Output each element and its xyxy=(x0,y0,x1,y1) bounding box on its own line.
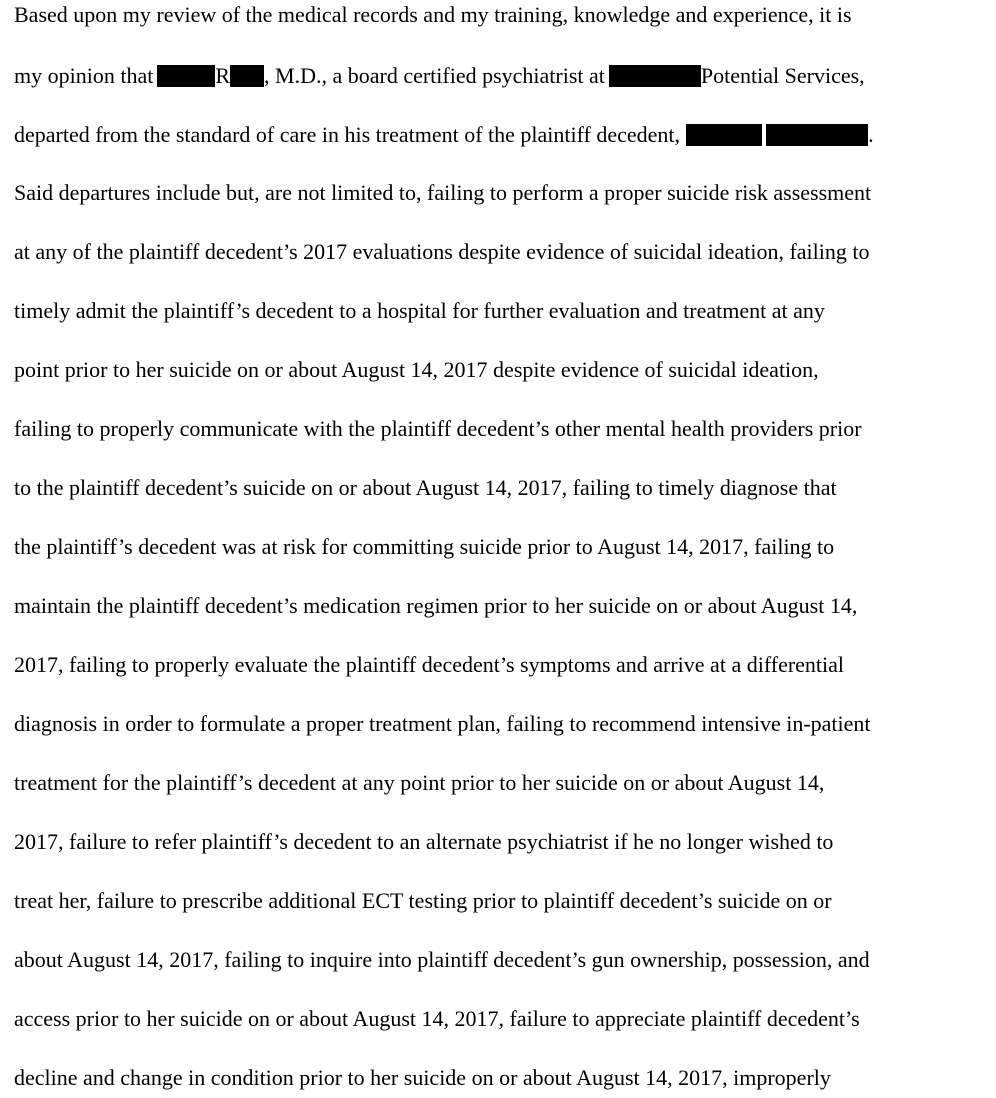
text-line-2 xyxy=(14,63,865,89)
redaction-block xyxy=(609,65,701,87)
text-line-9: to the plaintiff decedent’s suicide on or about August 14, 2017, failing to timely diagnose that xyxy=(14,475,837,500)
redaction-block xyxy=(686,124,762,146)
text-line-10: the plaintiff’s decedent was at risk for committing suicide prior to August 14, 2017, failing to xyxy=(14,534,835,559)
text-line-13: diagnosis in order to formulate a proper treatment plan, failing to recommend intensive in-patient xyxy=(14,711,871,736)
text-line-7: point prior to her suicide on or about August 14, 2017 despite evidence of suicidal ideation, xyxy=(14,357,819,382)
text-line-17: about August 14, 2017, failing to inquire into plaintiff decedent’s gun ownership, possession, and xyxy=(14,947,870,972)
text-line-16: treat her, failure to prescribe additional ECT testing prior to plaintiff decedent’s suicide on or xyxy=(14,888,832,913)
text-line-3 xyxy=(14,122,874,148)
text-line-19: decline and change in condition prior to her suicide on or about August 14, 2017, improperly xyxy=(14,1065,831,1090)
line-3-text-a: departed from the standard of care in his treatment of the plaintiff decedent, xyxy=(14,122,681,147)
text-line-18: access prior to her suicide on or about August 14, 2017, failure to appreciate plaintiff decedent’s xyxy=(14,1006,860,1031)
text-line-15: 2017, failure to refer plaintiff’s decedent to an alternate psychiatrist if he no longer wished to xyxy=(14,829,834,854)
text-line-1: Based upon my review of the medical records and my training, knowledge and experience, it is xyxy=(14,2,852,27)
redaction-block xyxy=(157,65,215,87)
redaction-block xyxy=(766,124,868,146)
text-line-5: at any of the plaintiff decedent’s 2017 evaluations despite evidence of suicidal ideation, failing to xyxy=(14,239,870,264)
text-line-8: failing to properly communicate with the plaintiff decedent’s other mental health providers prior xyxy=(14,416,862,441)
text-line-12: 2017, failing to properly evaluate the plaintiff decedent’s symptoms and arrive at a differential xyxy=(14,652,845,677)
redaction-block xyxy=(230,65,264,87)
text-line-14: treatment for the plaintiff’s decedent at any point prior to her suicide on or about August 14, xyxy=(14,770,825,795)
text-line-11: maintain the plaintiff decedent’s medication regimen prior to her suicide on or about August 14, xyxy=(14,593,858,618)
line-3-text-b: . xyxy=(868,122,874,147)
text-line-6: timely admit the plaintiff’s decedent to a hospital for further evaluation and treatment at any xyxy=(14,298,825,323)
line-2-text-b: R xyxy=(215,63,231,88)
line-2-text-a: my opinion that xyxy=(14,63,154,88)
line-2-text-d: Potential Services, xyxy=(700,63,865,88)
text-line-4: Said departures include but, are not limited to, failing to perform a proper suicide risk assessment xyxy=(14,180,872,205)
line-2-text-c: , M.D., a board certified psychiatrist at xyxy=(264,63,605,88)
